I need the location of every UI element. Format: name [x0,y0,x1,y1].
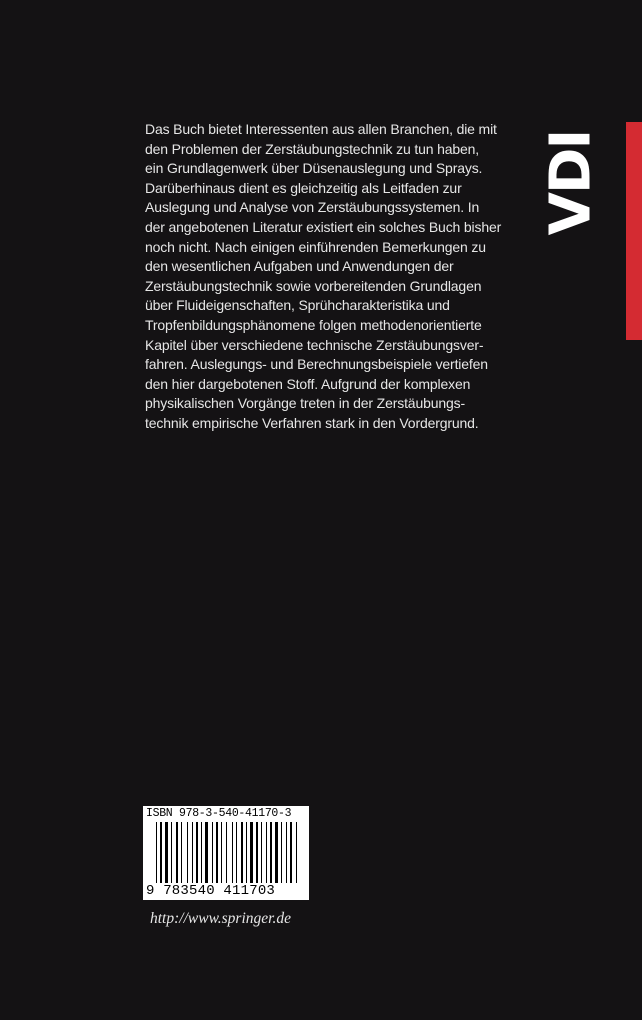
barcode-bar [163,822,164,888]
barcode-bar [187,822,188,888]
barcode-bar [241,822,243,888]
barcode-bar [246,822,247,888]
isbn-barcode [143,806,309,900]
barcode-bar [189,822,191,888]
barcode-bar [201,822,202,888]
blurb-line: fahren. Auslegungs- und Berechnungsbeispiele vertiefen [145,356,488,373]
barcode-bar [179,822,180,888]
barcode-bar [296,822,297,888]
vdi-logo [538,122,604,244]
blurb-line: technik empirische Verfahren stark in den Vordergrund. [145,414,479,431]
barcode-bar [156,822,157,888]
blurb-line: den hier dargebotenen Stoff. Aufgrund der komplexen [145,375,471,392]
blurb-line: der angebotenen Literatur existiert ein solches Buch bisher [145,218,502,235]
barcode-bar [261,822,262,888]
barcode-bar [286,822,287,888]
barcode-bar [236,822,237,888]
blurb-line: Tropfenbildungsphänomene folgen methodenorientierte [145,316,482,333]
barcode-bar [232,822,233,888]
barcode-bar [165,822,168,888]
blurb-line: den wesentlichen Aufgaben und Anwendungen der [145,258,454,275]
barcode-bar [256,822,258,888]
barcode-bar [199,822,200,888]
barcode-bar [238,822,240,888]
blurb-line: Zerstäubungstechnik sowie vorbereitenden Grundlagen [145,277,482,294]
barcode-bar [173,822,175,888]
blurb-line: Auslegung und Analyse von Zerstäubungssystemen. In [145,199,480,216]
barcode-bar [160,822,162,888]
barcode-bar [176,822,178,888]
barcode-bar [221,822,222,888]
cover-blurb [145,120,545,434]
barcode-bar [214,822,215,888]
barcode-bar [263,822,265,888]
blurb-line: über Fluideigenschaften, Sprühcharakteristika und [145,297,450,314]
barcode-bar [171,822,172,888]
blurb-line: Kapitel über verschiedene technische Zerstäubungsver- [145,336,484,353]
barcode-bars [156,822,298,888]
barcode-bar [223,822,225,888]
vdi-logo-text: VDI [538,130,604,236]
barcode-bar [209,822,211,888]
barcode-bar [283,822,285,888]
barcode-bar [248,822,249,888]
blurb-line: noch nicht. Nach einigen einführenden Bemerkungen zu [145,238,486,255]
barcode-bar [250,822,253,888]
barcode-bar [192,822,193,888]
blurb-line: ein Grundlagenwerk über Düsenauslegung und Sprays. [145,160,483,177]
barcode-bar [259,822,260,888]
blurb-line: den Problemen der Zerstäubungstechnik zu tun haben, [145,140,480,157]
barcode-bar [281,822,282,888]
barcode-bar [219,822,220,888]
barcode-bar [275,822,278,888]
barcode-bar [194,822,195,888]
barcode-bar [228,822,231,888]
barcode-bar [254,822,255,888]
barcode-bar [290,822,292,888]
barcode-bar [270,822,272,888]
publisher-url[interactable]: http://www.springer.de [150,910,291,927]
barcode-bar [266,822,267,888]
barcode-bar [268,822,269,888]
blurb-line: Das Buch bietet Interessenten aus allen Branchen, die mit [145,121,497,137]
barcode-bar [279,822,280,888]
barcode-bar [216,822,218,888]
blurb-line: physikalischen Vorgänge treten in der Zerstäubungs- [145,395,465,412]
barcode-bar [169,822,170,888]
barcode-bar [226,822,227,888]
barcode-bar [288,822,289,888]
barcode-bar [293,822,295,888]
barcode-bar [181,822,182,888]
barcode-bar [212,822,213,888]
barcode-bar [234,822,235,888]
barcode-bar [244,822,245,888]
barcode-bar [196,822,198,888]
red-accent-strip [626,122,642,340]
barcode-bar [183,822,186,888]
barcode-bar [203,822,204,888]
blurb-line: Darüberhinaus dient es gleichzeitig als Leitfaden zur [145,179,462,196]
barcode-bar [273,822,274,888]
barcode-bar [205,822,208,888]
ean-digits: 9 783540 411703 [146,883,306,899]
barcode-bar [158,822,159,888]
isbn-label: ISBN 978-3-540-41170-3 [146,807,292,820]
